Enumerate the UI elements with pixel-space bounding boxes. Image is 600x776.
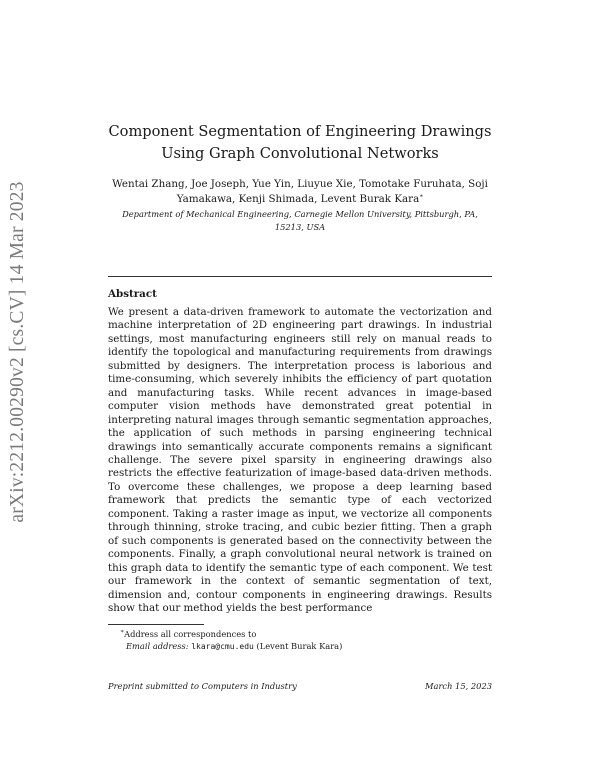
authors-line-2 [108, 192, 492, 207]
abstract-heading: Abstract [108, 288, 157, 300]
preprint-note: Preprint submitted to Computers in Industry [108, 681, 297, 691]
header-divider [108, 276, 492, 277]
footnote [108, 628, 492, 653]
author-list [108, 177, 492, 207]
arxiv-identifier: arXiv:2212.00290v2 [cs.CV] 14 Mar 2023 [7, 181, 28, 523]
footnote-email-label: Email address: [126, 641, 189, 651]
paper-title [100, 121, 500, 165]
abstract-text: We present a data-driven framework to automate the vectorization and machine interpretation of 2D engineering part drawings. In industrial settings, most manufacturing engineers still rely on manual reads to identify the topological and manufacturing requirements from drawings submitted by designers. The interpretation process is laborious and time-consuming, which severely inhibits the efficiency of part quotation and manufacturing tasks. While recent advances in image-based computer vision methods have demonstrated great potential in interpreting natural images through semantic segmentation approaches, the application of such methods in parsing engineering technical drawings into semantically accurate components remains a significant challenge. The severe pixel sparsity in engineering drawings also restricts the effective featurization of image-based data-driven methods. To overcome these challenges, we propose a deep learning based framework that predicts the semantic type of each vectorized component. Taking a raster image as input, we vectorize all components through thinning, stroke tracing, and cubic bezier fitting. Then a graph of such components is generated based on the connectivity between the components. Finally, a graph convolutional neural network is trained on this graph data to identify the semantic type of each component. We test our framework in the context of semantic segmentation of text, dimension and, contour components in engineering drawings. Results show that our method yields the best performance [108, 306, 492, 614]
authors-line-2-text: Yamakawa, Kenji Shimada, Levent Burak Kara [176, 193, 420, 205]
footnote-email: lkara@cmu.edu [191, 642, 254, 651]
author-affiliation: Department of Mechanical Engineering, Carnegie Mellon University, Pittsburgh, PA, 15213, USA [122, 209, 478, 232]
title-line-2: Using Graph Convolutional Networks [161, 145, 439, 162]
footnote-mark: ∗ [120, 628, 125, 636]
corresponding-author-mark: ∗ [419, 192, 424, 200]
footnote-email-name: (Levent Burak Kara) [256, 641, 343, 651]
footnote-divider [108, 624, 204, 625]
submission-date: March 15, 2023 [425, 681, 492, 691]
title-line-1: Component Segmentation of Engineering Drawings [108, 123, 492, 140]
footnote-line-2 [108, 640, 492, 653]
authors-line-1: Wentai Zhang, Joe Joseph, Yue Yin, Liuyue Xie, Tomotake Furuhata, Soji [112, 178, 488, 190]
footnote-correspondence: Address all correspondences to [124, 629, 257, 639]
footnote-line-1 [108, 628, 492, 640]
